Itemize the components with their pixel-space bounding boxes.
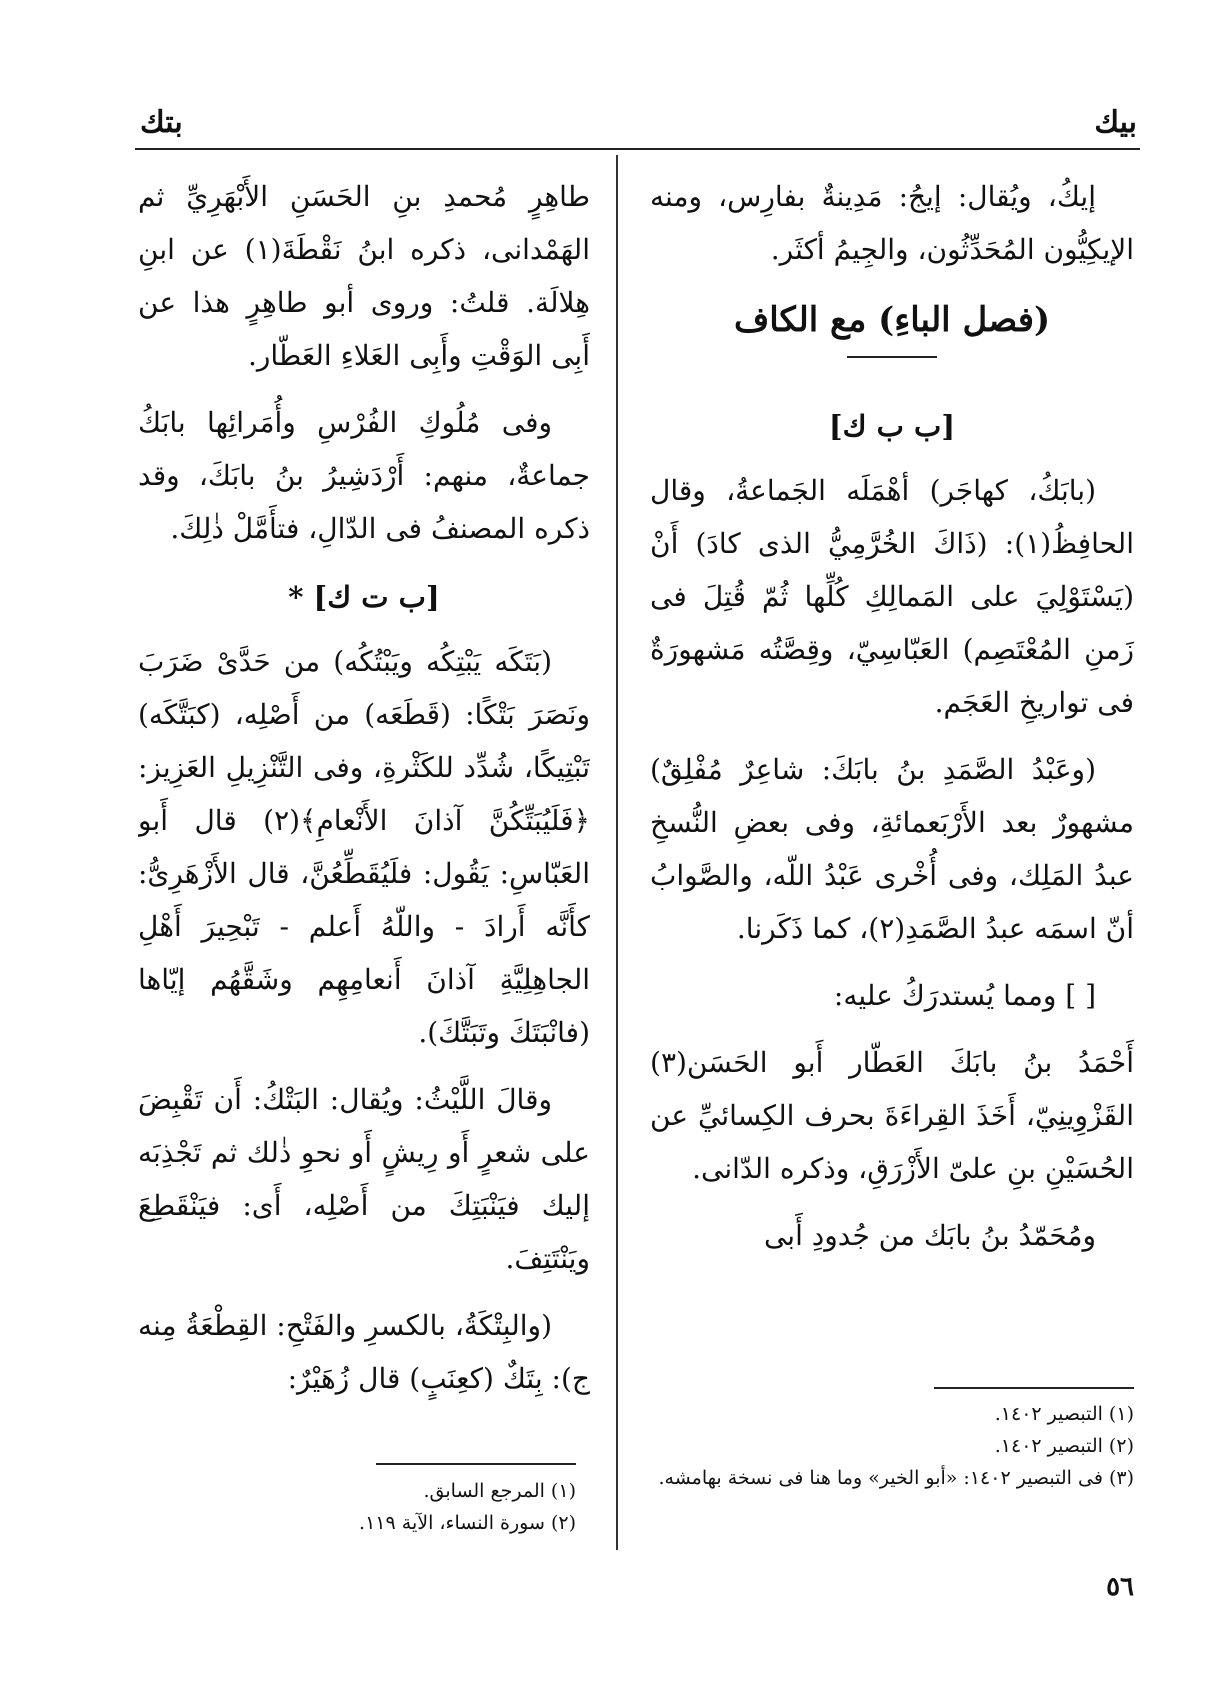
footnote: (١) المرجع السابق. xyxy=(423,1480,576,1502)
left-column xyxy=(138,170,590,1460)
section-title: (فصل الباءِ) مع الكاف xyxy=(733,300,1051,340)
header-rule xyxy=(135,148,1140,150)
entry-paragraph: (والبِتْكَةُ، بالكسرِ والفَتْحِ: القِطْعَةُ مِنه ج): بِتَكٌ (كعِنَبٍ) قال زُهَيْرٌ: xyxy=(138,1309,590,1395)
footnotes-left xyxy=(124,1475,576,1539)
entry-paragraph: [ ] ومما يُستدرَكُ عليه: xyxy=(833,979,1096,1012)
root-heading-btk: [ب ت ك] * xyxy=(288,580,440,614)
entry-paragraph: وفى مُلُوكِ الفُرْسِ وأُمَرائِها بابَكُ جماعةٌ، منهم: أَرْدَشِيرُ بنُ بابَكَ، وقد ذكره المصنفُ فى الدّالِ، فتأَمَّلْ ذٰلِكَ. xyxy=(138,406,590,545)
entry-paragraph: (بابَكُ، كهاجَر) أهْمَلَه الجَماعةُ، وقال الحافِظُ(١): (ذَاكَ الخُرَّمِيُّ الذى كادَ) أَنْ (يَسْتَوْلِيَ على المَمالِكِ كُلِّها ثُمّ قُتِلَ فى زَمنِ المُعْتَصِم) العَبّاسِيّ، وقِصَّتُه مَشهورَةٌ فى تواريخِ العَجَم. xyxy=(650,474,1134,719)
footnote: (٢) التبصير ١٤٠٢. xyxy=(994,1435,1134,1457)
footnote: (١) التبصير ١٤٠٢. xyxy=(994,1403,1134,1425)
entry-paragraph: طاهِرٍ مُحمدِ بنِ الحَسَنِ الأَبْهَرِيِّ ثم الهَمْدانى، ذكره ابنُ نَقْطَةَ(١) عن ابنِ هِلالَة. قلتُ: وروى أبو طاهِرٍ هذا عن أَبِى الوَقْتِ وأَبِى العَلاءِ العَطّار. xyxy=(138,180,590,372)
entry-paragraph: ومُحَمّدُ بنُ بابَك من جُدودِ أَبى xyxy=(763,1219,1096,1252)
entry-paragraph: (وعَبْدُ الصَّمَدِ بنُ بابَكَ: شاعِرٌ مُفْلِقٌ) مشهورٌ بعد الأَرْبَعمائةِ، وفى بعضِ النُّسخِ عبدُ المَلِك، وفى أُخْرى عَبْدُ اللّه، والصَّوابُ أنّ اسمَه عبدُ الصَّمَدِ(٢)، كما ذَكَرنا. xyxy=(650,753,1134,945)
entry-paragraph: أَحْمَدُ بنُ بابَكَ العَطّار أَبو الحَسَن(٣) القَزْوِينِيّ، أَخَذَ القِراءَةَ بحرف الكِسائيِّ عن الحُسَيْنِ بنِ علىّ الأَزْرَقِ، وذكره الدّانى. xyxy=(650,1046,1134,1185)
section-title-rule xyxy=(847,356,937,358)
footnotes-right xyxy=(650,1398,1134,1494)
footnote-rule-left xyxy=(376,1463,576,1465)
page-number: ٥٦ xyxy=(1106,1572,1134,1602)
root-heading-bbk: [ب ب ك] xyxy=(828,409,956,443)
entry-paragraph: (بَتَكَه يَبْتِكُه ويَبْتُكُه) من حَدَّىْ ضَرَبَ ونَصَرَ بَتْكًا: (قَطَعَه) من أَصْلِه، (كبَتَّكَه) تَبْتِيكًا، شُدِّد للكَثْرةِ، وفى التَّنْزِيلِ العَزِيز: ﴿فَلَيُبَتِّكُنَّ آذانَ الأَنْعامِ﴾(٢) قال أَبو العَبّاسِ: يَقُول: فلَيُقَطِّعُنَّ، قال الأَزْهَرِىُّ: كأَنَّه أَرادَ - واللّهُ أَعلم - تَبْحِيرَ أَهْلِ الجاهِلِيَّةِ آذانَ أَنعامِهِم وشَقَّهُم إيّاها (فانْبَتَكَ وتَبَتَّكَ). xyxy=(138,645,590,1049)
running-head-right: بيك xyxy=(1094,105,1137,140)
footnote: (٢) سورة النساء، الآية ١١٩. xyxy=(359,1512,576,1534)
entry-intro: إيكُ، ويُقال: إيجُ: مَدِينةٌ بفارِس، ومنه الإيكِيُّون المُحَدِّثُون، والجِيمُ أكثَر. xyxy=(650,180,1134,266)
footnote: (٣) فى التبصير ١٤٠٢: «أبو الخير» وما هنا فى نسخة بهامشه. xyxy=(658,1467,1134,1489)
right-column xyxy=(650,170,1134,1460)
entry-paragraph: وقالَ اللَّيْثُ: ويُقال: البَتْكُ: أَن تَقْبِضَ على شعرٍ أَو رِيشٍ أَو نحوِ ذٰلك ثم تَجْذِبَه إليك فيَنْبَتِكَ من أَصْلِه، أَى: فيَنْقَطِعَ ويَنْتَتِفَ. xyxy=(138,1083,590,1275)
running-head-left: بتك xyxy=(140,105,183,140)
footnote-rule-right xyxy=(934,1387,1134,1389)
column-divider xyxy=(616,155,618,1550)
